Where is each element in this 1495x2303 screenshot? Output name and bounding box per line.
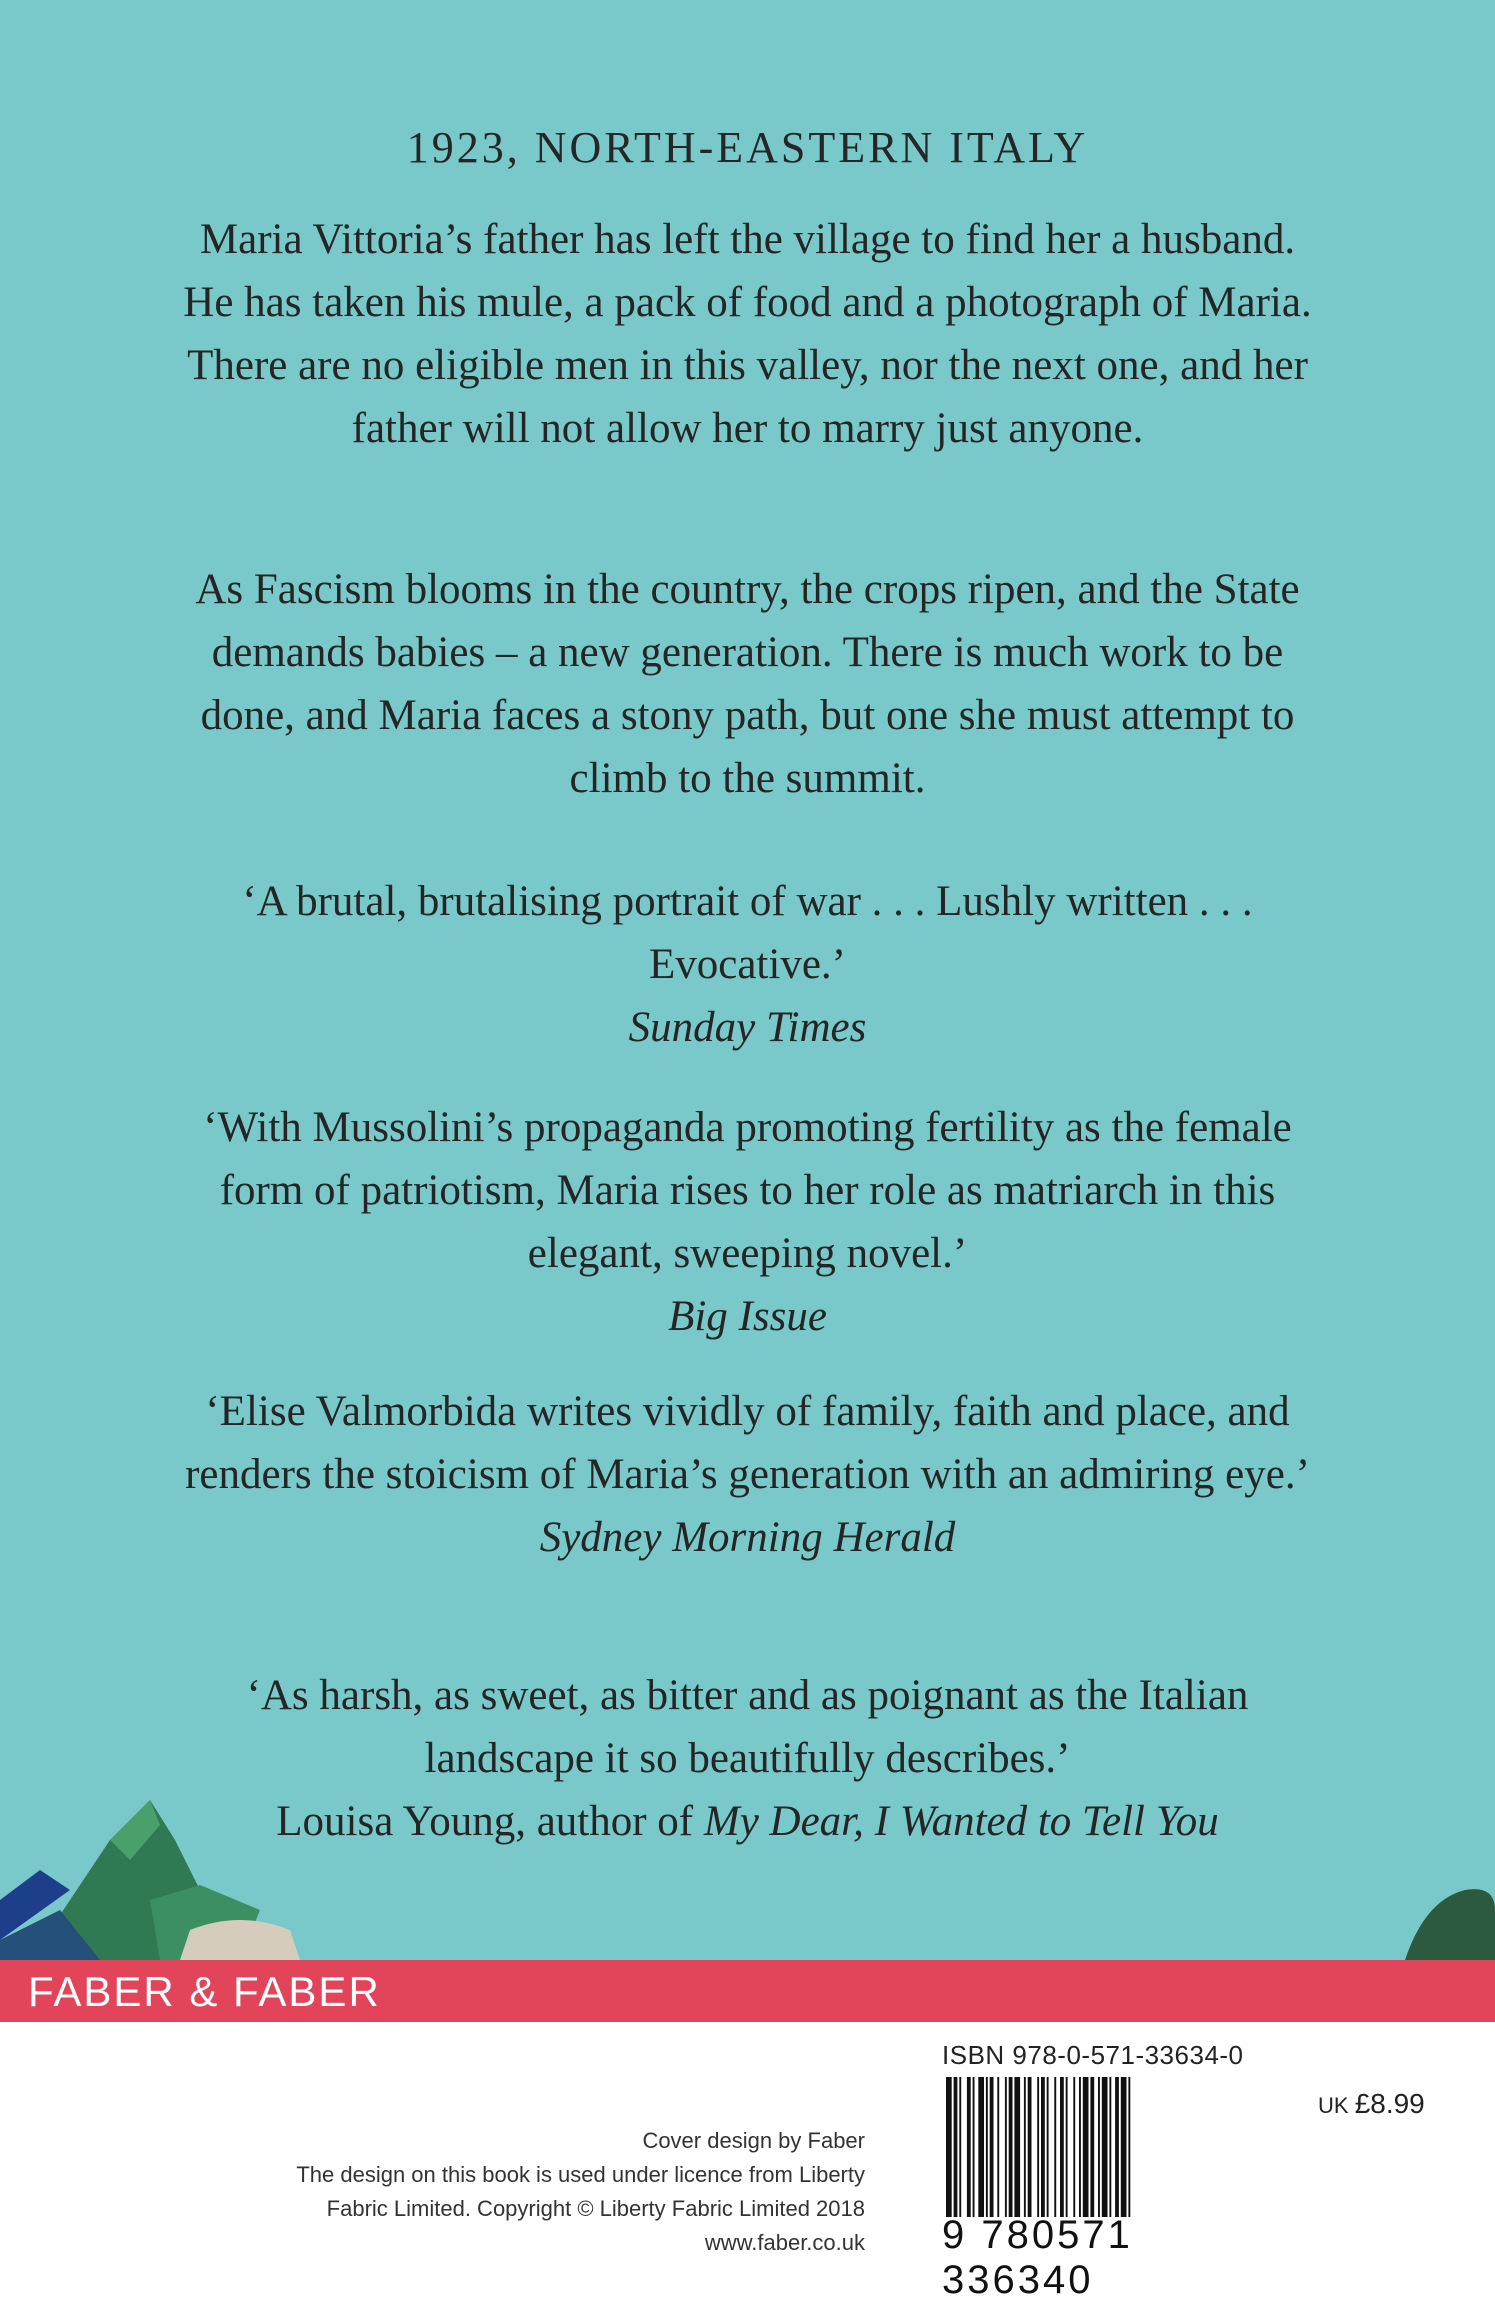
review-source: Sunday Times [628,1004,867,1051]
credit-line: The design on this book is used under licence from Liberty [296,2162,865,2187]
blurb-paragraph-1: Maria Vittoria’s father has left the village to find her a husband. He has taken his mule, a pack of food and a photograph of Maria. There are no eligible men in this valley, nor the next one, and her father will not allow her to marry just anyone. [183,216,1312,452]
review-quote: ‘As harsh, as sweet, as bitter and as poignant as the Italian landscape it so beautifully describes.’ [246,1672,1249,1782]
review-quote: ‘A brutal, brutalising portrait of war . . . Lushly written . . . Evocative.’ [242,878,1253,988]
barcode-icon [942,2077,1262,2217]
price: £8.99 [1354,2088,1425,2119]
isbn: ISBN 978-0-571-33634-0 [942,2040,1244,2070]
publisher-bar [0,1960,1495,2022]
review-4 [170,1664,1325,1853]
credit-line: Fabric Limited. Copyright © Liberty Fabric Limited 2018 [326,2196,865,2221]
review-quote: ‘With Mussolini’s propaganda promoting fertility as the female form of patriotism, Maria rises to her role as matriarch in this elegant, sweeping novel.’ [203,1104,1292,1277]
price-prefix: UK [1318,2093,1349,2118]
setting-heading: 1923, NORTH-EASTERN ITALY [406,123,1089,172]
website: www.faber.co.uk [704,2230,865,2255]
barcode-block [942,2040,1272,2302]
review-3 [170,1380,1325,1569]
tree-illustration-icon [1405,1880,1495,1960]
price-tag [1318,2088,1425,2120]
credit-line: Cover design by Faber [642,2128,865,2153]
review-source: Big Issue [668,1293,827,1340]
review-2 [170,1096,1325,1348]
mountain-illustration-icon [0,1780,330,1960]
review-source-prefix: Louisa Young, author of [276,1798,704,1845]
review-source: Sydney Morning Herald [539,1514,956,1561]
review-source: My Dear, I Wanted to Tell You [703,1798,1219,1845]
review-1 [170,870,1325,1059]
cover-credits [296,2124,865,2260]
barcode-digits: 9 780571 336340 [942,2213,1133,2302]
back-cover-footer [0,2022,1495,2302]
publisher-name: FABER & FABER [28,1968,381,2015]
blurb-paragraph-2: As Fascism blooms in the country, the crops ripen, and the State demands babies – a new generation. There is much work to be done, and Maria faces a stony path, but one she must attempt to climb to the summit. [195,566,1300,802]
review-quote: ‘Elise Valmorbida writes vividly of family, faith and place, and renders the stoicism of Maria’s generation with an admiring eye.’ [185,1388,1310,1498]
